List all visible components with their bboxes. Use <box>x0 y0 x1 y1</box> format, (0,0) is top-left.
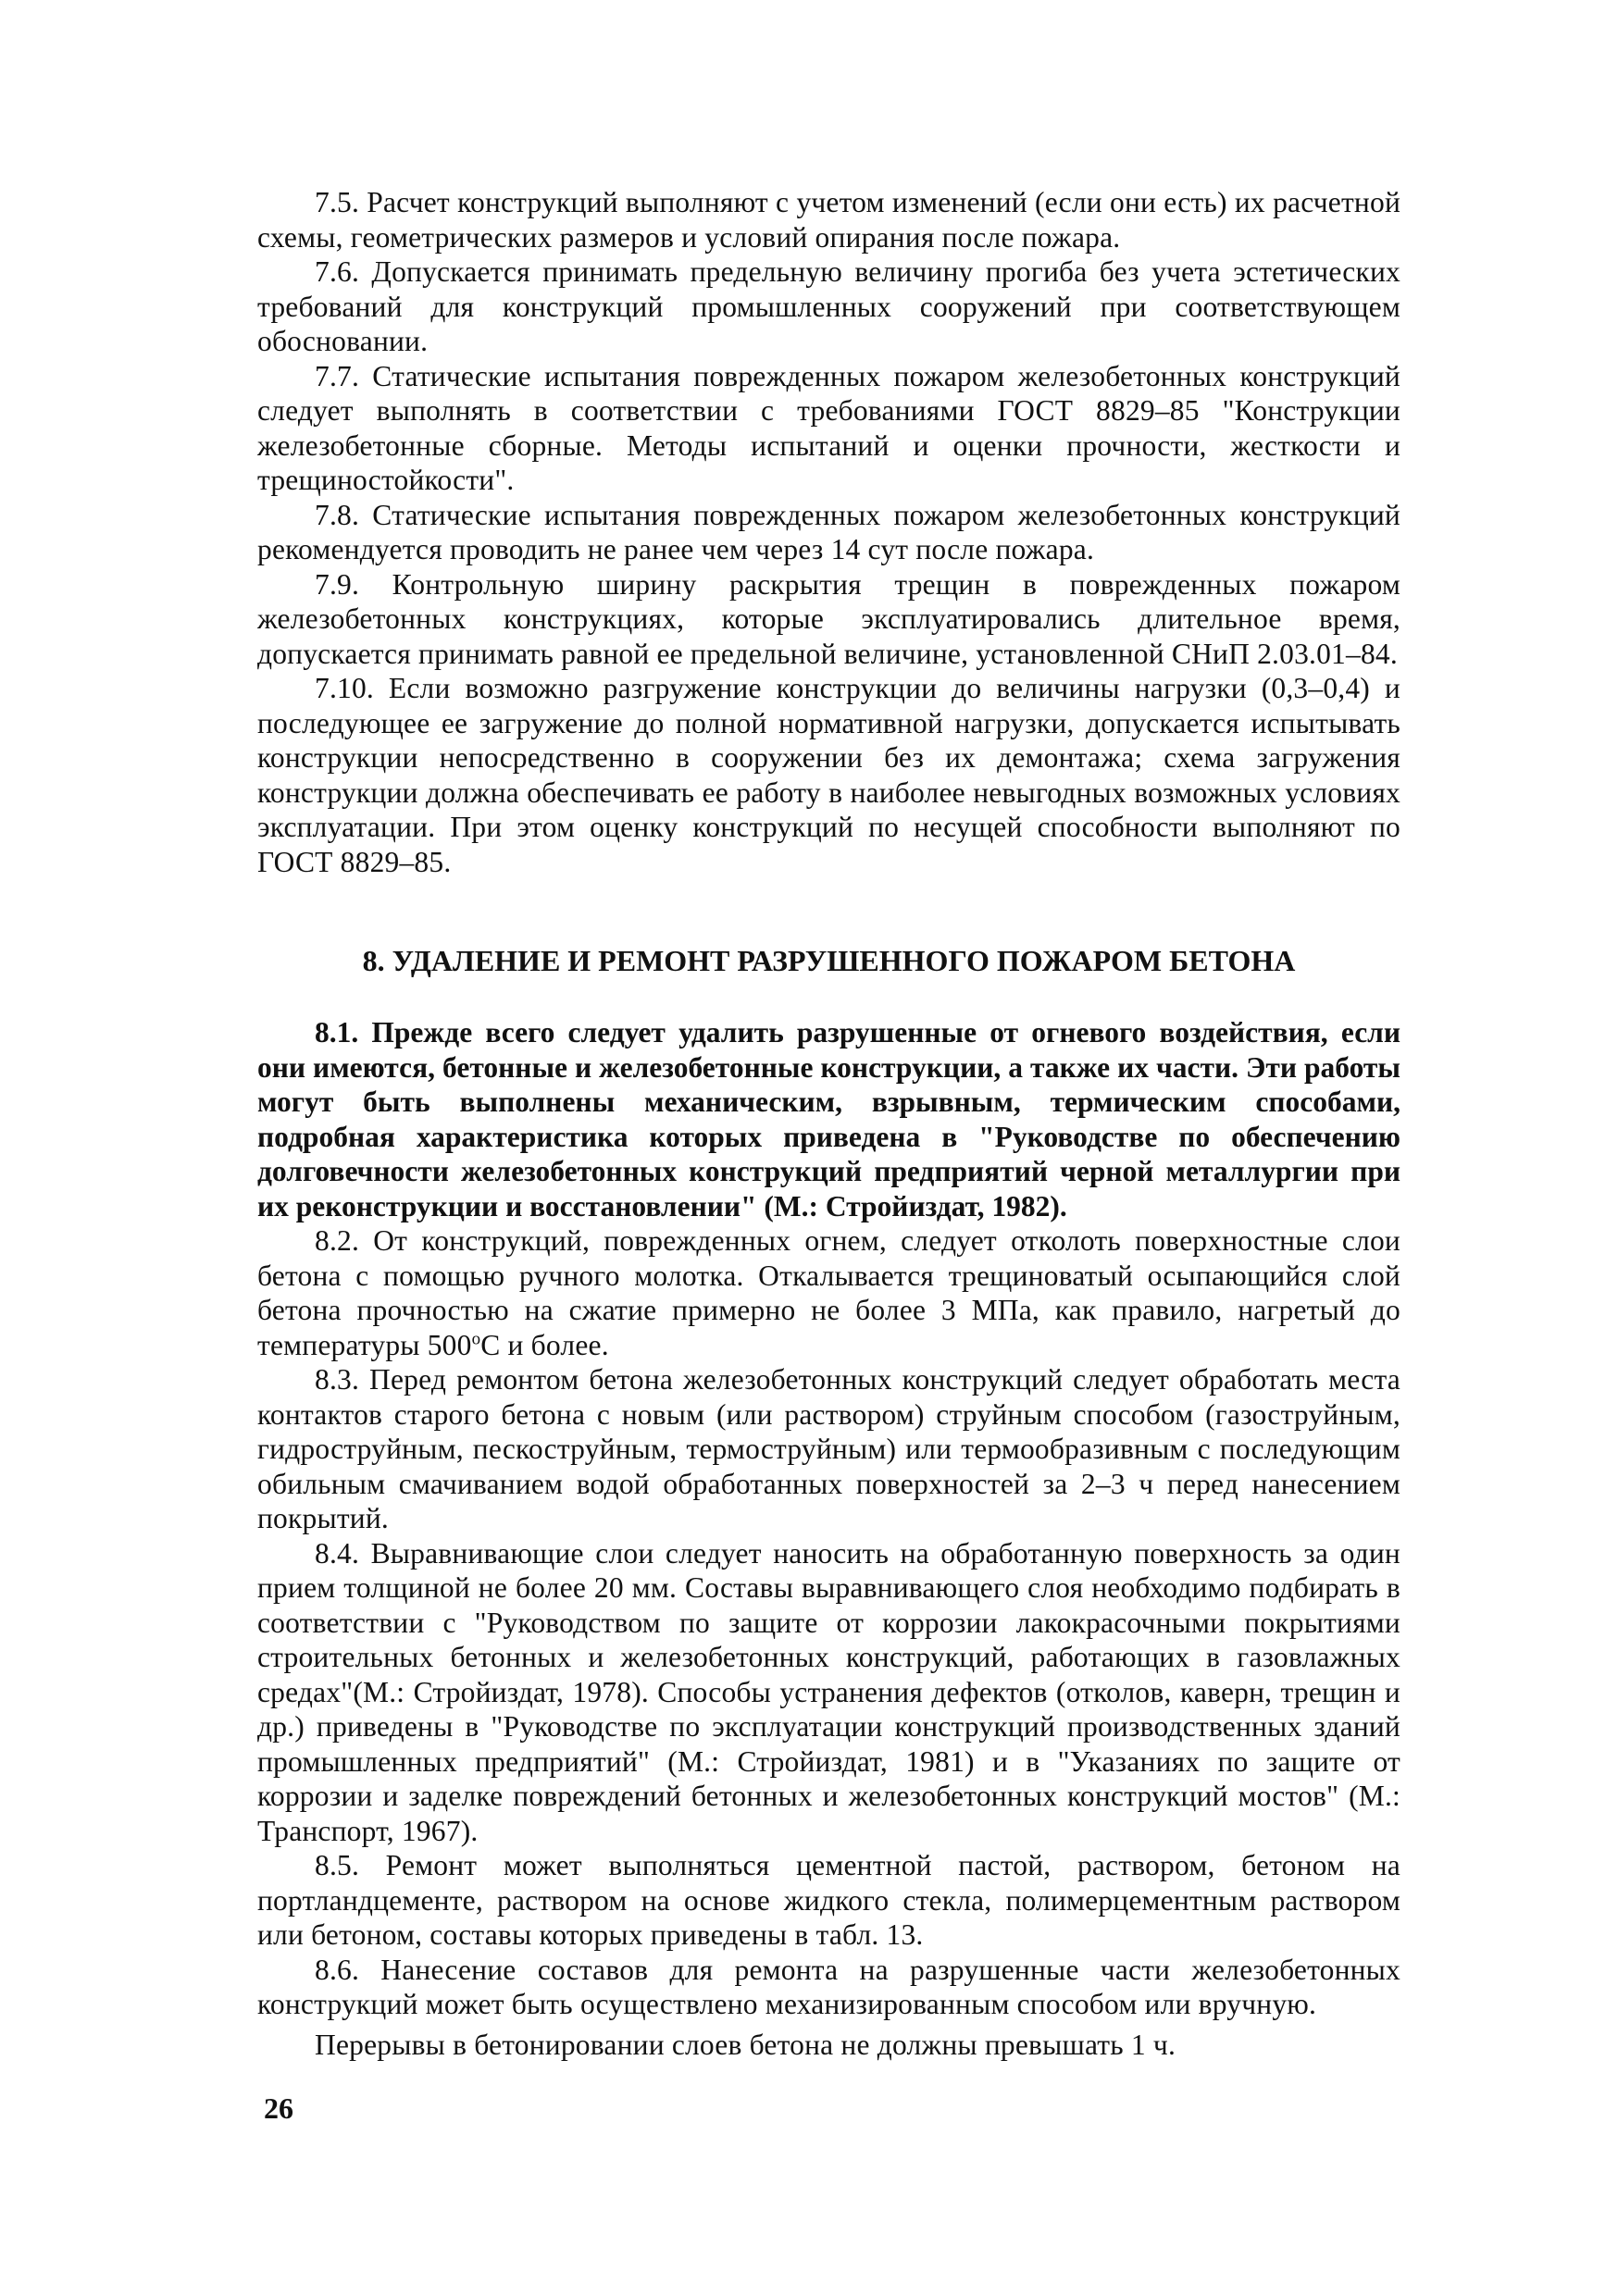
paragraph-8-2-text: 8.2. От конструкций, поврежденных огнем, следует отколоть поверхностные слои бетона с помощью ручного молотка. Откалывается трещиноватый осыпающийся слой бетона прочностью на сжатие примерно не более 3 МПа, как правило, нагретый до температуры 500 <box>257 1224 1400 1361</box>
section-7 <box>257 185 1400 879</box>
paragraph-7-8: 7.8. Статические испытания поврежденных пожаром железобетонных конструкций рекомендуется проводить не ранее чем через 14 сут после пожара. <box>257 498 1400 565</box>
degree-superscript: о <box>471 1329 481 1348</box>
document-page <box>257 185 1400 2062</box>
paragraph-8-5: 8.5. Ремонт может выполняться цементной пастой, раствором, бетоном на портландцементе, раствором на основе жидкого стекла, полимерцементным раствором или бетоном, составы которых приведены в табл. 13. <box>257 1849 1400 1951</box>
paragraph-7-5: 7.5. Расчет конструкций выполняют с учетом изменений (если они есть) их расчетной схемы, геометрических размеров и условий опирания после пожара. <box>257 186 1400 254</box>
section-8 <box>257 1015 1400 2062</box>
paragraph-8-6: 8.6. Нанесение составов для ремонта на разрушенные части железобетонных конструкций может быть осуществлено механизированным способом или вручную. <box>257 1953 1400 2020</box>
paragraph-7-6: 7.6. Допускается принимать предельную величину прогиба без учета эстетических требований для конструкций промышленных сооружений при соответствующем обосновании. <box>257 255 1400 357</box>
paragraph-8-4: 8.4. Выравнивающие слои следует наносить на обработанную поверхность за один прием толщиной не более 20 мм. Составы выравнивающего слоя необходимо подбирать в соответствии с "Руководством по защите от коррозии лакокрасочными покрытиями строительных бетонных и железобетонных конструкций, работающих в газовлажных средах"(М.: Стройиздат, 1978). Способы устранения дефектов (отколов, каверн, трещин и др.) приведены в "Руководстве по эксплуатации конструкций производственных зданий промышленных предприятий" (М.: Стройиздат, 1981) и в "Указаниях по защите от коррозии и заделке повреждений бетонных и железобетонных конструкций мостов" (М.: Транспорт, 1967). <box>257 1536 1400 1847</box>
paragraph-8-2 <box>257 1223 1400 1362</box>
bold-block <box>257 1015 1400 1223</box>
paragraph-8-1: 8.1. Прежде всего следует удалить разрушенные от огневого воздействия, если они имеются, бетонные и железобетонные конструкции, а также их части. Эти работы могут быть выполнены механическим, взрывным, термическим способами, подробная характеристика которых приведена в "Руководстве по обеспечению долговечности железобетонных конструкций предприятий черной металлургии при их реконструкции и восстановлении" (М.: Стройиздат, 1982). <box>257 1016 1400 1222</box>
page-number: 26 <box>264 2091 293 2125</box>
paragraph-8-2-tail: С и более. <box>480 1328 609 1361</box>
paragraph-8-6-continued: Перерывы в бетонировании слоев бетона не должны превышать 1 ч. <box>315 2028 1176 2061</box>
section-8-heading: 8. УДАЛЕНИЕ И РЕМОНТ РАЗРУШЕННОГО ПОЖАРОМ БЕТОНА <box>362 944 1296 977</box>
paragraph-7-10: 7.10. Если возможно разгружение конструкции до величины нагрузки (0,3–0,4) и последующее ее загружение до полной нормативной нагрузки, допускается испытывать конструкции непосредственно в сооружении без их демонтажа; схема загружения конструкции должна обеспечивать ее работу в наиболее невыгодных возможных условиях эксплуатации. При этом оценку конструкций по несущей способности выполняют по ГОСТ 8829–85. <box>257 672 1400 878</box>
paragraph-7-7: 7.7. Статические испытания поврежденных пожаром железобетонных конструкций следует выполнять в соответствии с требованиями ГОСТ 8829–85 "Конструкции железобетонные сборные. Методы испытаний и оценки прочности, жесткости и трещиностойкости". <box>257 359 1400 496</box>
paragraph-7-9: 7.9. Контрольную ширину раскрытия трещин в поврежденных пожаром железобетонных конструкциях, которые эксплуатировались длительное время, допускается принимать равной ее предельной величине, установленной СНиП 2.03.01–84. <box>257 567 1400 670</box>
paragraph-8-3: 8.3. Перед ремонтом бетона железобетонных конструкций следует обработать места контактов старого бетона с новым (или раствором) струйным способом (газоструйным, гидроструйным, пескоструйным, термоструйным) или термообразивным с последующим обильным смачиванием водой обработанных поверхностей за 2–3 ч перед нанесением покрытий. <box>257 1363 1400 1534</box>
